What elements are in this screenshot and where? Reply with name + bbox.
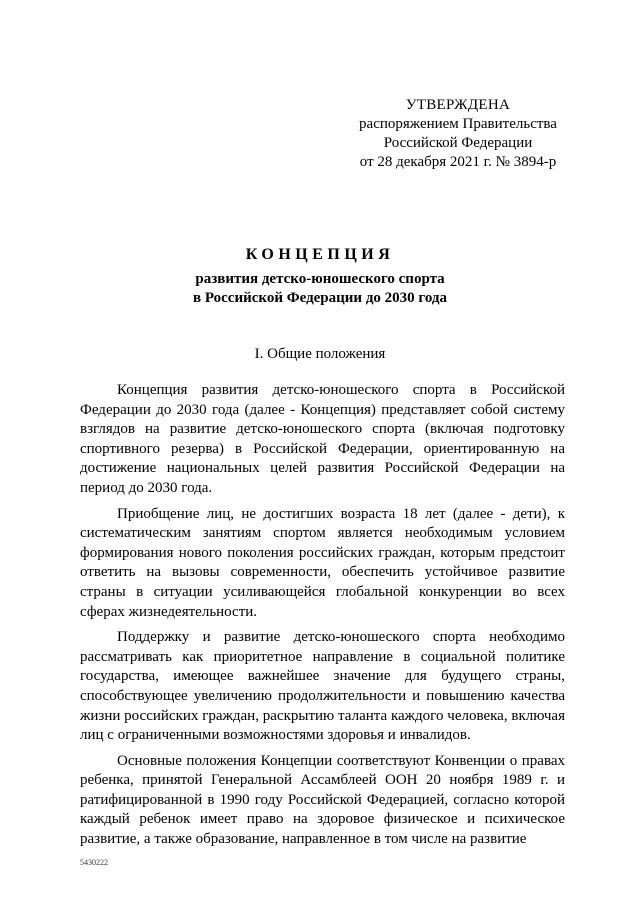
approval-line-3: от 28 декабря 2021 г. № 3894-р xyxy=(359,154,557,170)
document-body xyxy=(80,381,565,856)
approval-stamp xyxy=(340,96,576,172)
paragraph-1: Концепция развития детско-юношеского спорта в Российской Федерации до 2030 года (далее - Концепция) представляет собой систему взглядов на развитие детско-юношеского спорта (включая подготовку спортивного резерва) в Российской Федерации, ориентированную на достижение национальных целей развития Российской Федерации на период до 2030 года. xyxy=(80,382,565,496)
approval-line-2: Российской Федерации xyxy=(383,135,533,151)
approval-line-1: распоряжением Правительства xyxy=(359,116,557,132)
paragraph-4: Основные положения Концепции соответствуют Конвенции о правах ребенка, принятой Генеральной Ассамблеей ООН 20 ноября 1989 г. и ратифицированной в 1990 году Российской Федерацией, согласно которой каждый ребенок имеет право на здоровое физическое и психическое развитие, а также образование, направленное в том числе на развитие xyxy=(80,752,565,848)
footer-document-code: 5430222 xyxy=(80,858,108,867)
subtitle-line-2: в Российской Федерации до 2030 года xyxy=(192,290,448,306)
paragraph-2: Приобщение лиц, не достигших возраста 18 лет (далее - дети), к систематическим занятиям спортом является необходимым условием формирования нового поколения российских граждан, которым предстоит ответить на вызовы современности, обеспечить устойчивое развитие страны в ситуации усиливающейся глобальной конкуренции во всех сферах жизнедеятельности. xyxy=(80,505,565,620)
section-heading: I. Общие положения xyxy=(254,346,386,362)
document-title: КОНЦЕПЦИЯ xyxy=(245,246,395,263)
approval-heading: УТВЕРЖДЕНА xyxy=(405,97,511,113)
paragraph-3: Поддержку и развитие детско-юношеского спорта необходимо рассматривать как приоритетное направление в социальной политике государства, имеющее важнейшее значение для будущего страны, способствующее увеличению продолжительности и повышению качества жизни российских граждан, раскрытию таланта каждого человека, включая лиц с ограниченными возможностями здоровья и инвалидов. xyxy=(80,629,565,744)
subtitle-line-1: развития детско-юношеского спорта xyxy=(195,271,445,287)
document-subtitle xyxy=(0,270,640,308)
